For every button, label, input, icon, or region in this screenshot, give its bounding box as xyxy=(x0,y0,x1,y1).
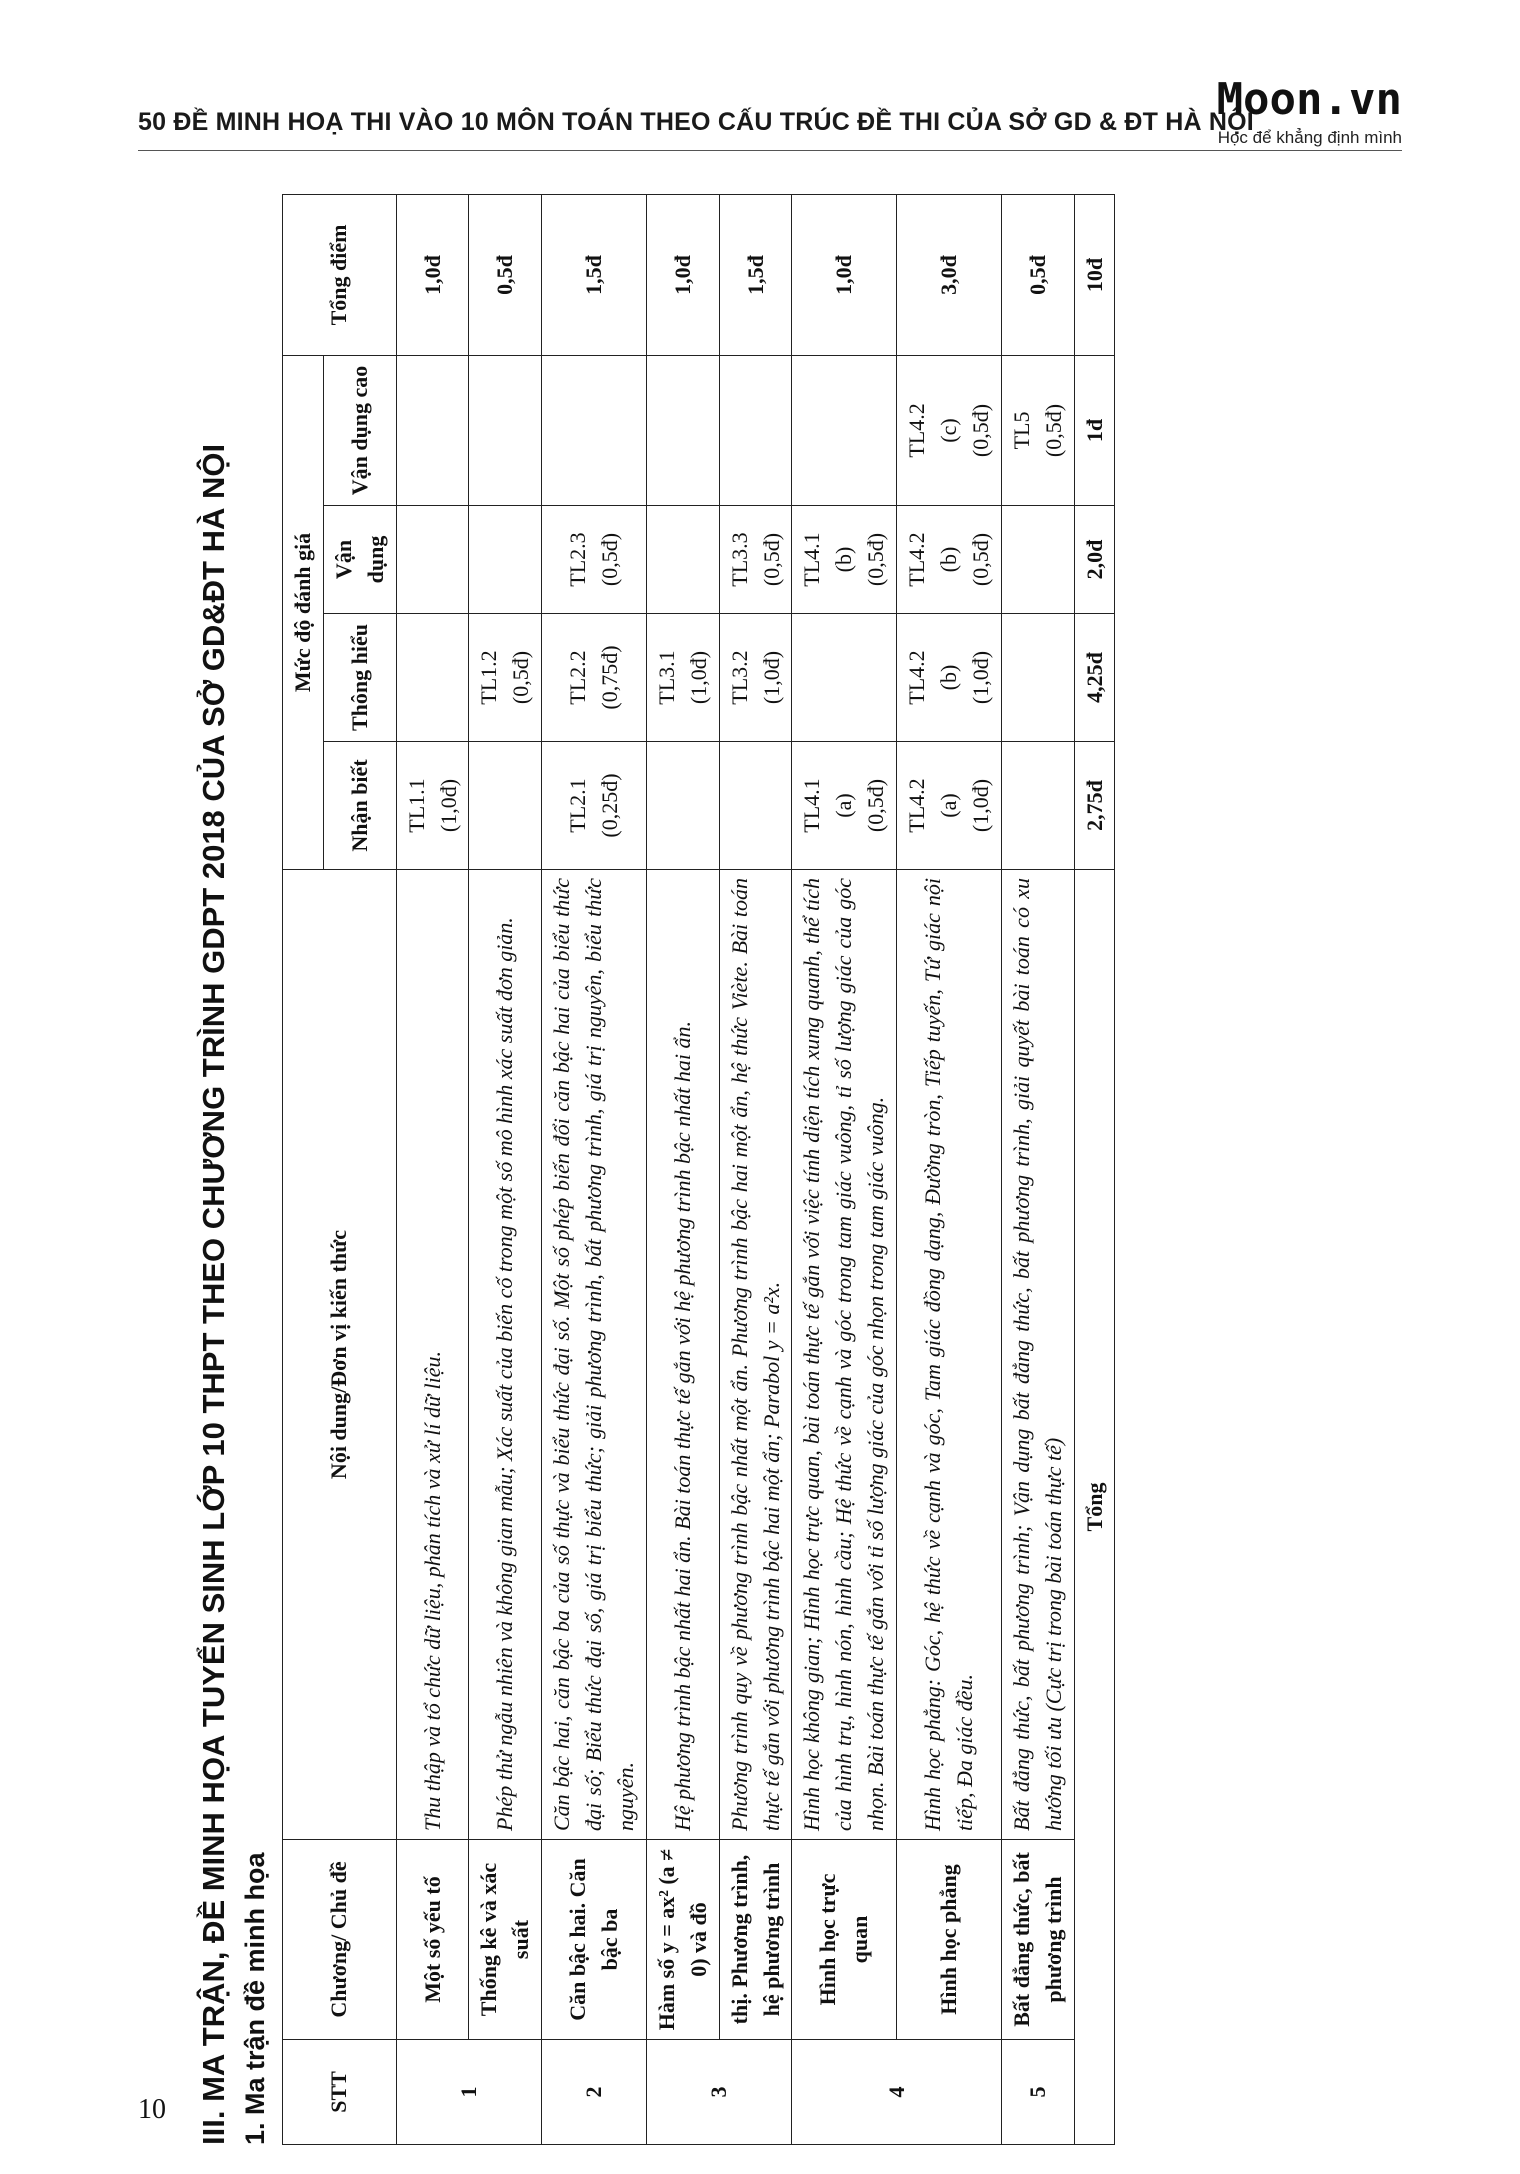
level-cell-line: TL4.2 xyxy=(904,532,930,587)
topic-cell: Hàm số y = ax² (a ≠ 0) và đồ xyxy=(646,1840,719,2040)
level-cell-line: (0,5đ) xyxy=(1040,403,1066,458)
rotated-content xyxy=(196,195,1520,2145)
table-row xyxy=(646,194,719,2144)
level-cell-line: TL1.1 xyxy=(403,778,429,833)
apply-cell xyxy=(542,506,647,614)
level-cell-line: (1,0đ) xyxy=(758,650,784,705)
level-cell-line: (a) xyxy=(831,793,857,818)
level-cell-line: (0,75đ) xyxy=(597,645,623,710)
level-cell-line: (1,0đ) xyxy=(685,650,711,705)
apply-cell xyxy=(396,506,469,614)
content-cell: Bất đẳng thức, bất phương trình; Vận dụng bất đẳng thức, bất phương trình, giải quyết bài toán có xu hướng tối ưu (Cực trị trong bài toán thực tế) xyxy=(1001,870,1074,1840)
level-cell-line: TL4.2 xyxy=(904,650,930,705)
totals-apply: 2,0đ xyxy=(1074,506,1115,614)
total-cell: 0,5đ xyxy=(1001,194,1074,355)
level-cell-line: (0,5đ) xyxy=(863,532,889,587)
stt-cell: 2 xyxy=(542,2040,647,2145)
advanced-cell xyxy=(396,355,469,505)
recognize-cell xyxy=(469,742,542,870)
header-topic: Chương/ Chủ đề xyxy=(283,1840,397,2040)
content-cell: Hệ phương trình bậc nhất hai ẩn. Bài toán thực tế gắn với hệ phương trình bậc nhất hai ẩn. xyxy=(646,870,719,1840)
topic-cell: Căn bậc hai. Căn bậc ba xyxy=(542,1840,647,2040)
total-cell: 1,0đ xyxy=(396,194,469,355)
recognize-cell xyxy=(792,742,897,870)
recognize-cell xyxy=(1001,742,1074,870)
level-cell-line: TL4.2 xyxy=(904,778,930,833)
level-cell-line: (0,5đ) xyxy=(597,532,623,587)
header-row xyxy=(283,194,324,2144)
header-content: Nội dung/Đơn vị kiến thức xyxy=(283,870,397,1840)
recognize-cell xyxy=(646,742,719,870)
totals-advanced: 1đ xyxy=(1074,355,1115,505)
level-cell-line: TL3.3 xyxy=(726,532,752,587)
header-apply: Vận dụng xyxy=(323,506,396,614)
header-understand: Thông hiểu xyxy=(323,614,396,742)
advanced-cell xyxy=(719,355,792,505)
understand-cell xyxy=(646,614,719,742)
totals-understand: 4,25đ xyxy=(1074,614,1115,742)
topic-cell: Một số yếu tố xyxy=(396,1840,469,2040)
level-cell-line: (b) xyxy=(936,546,962,573)
total-cell: 1,5đ xyxy=(719,194,792,355)
level-cell-line: (1,0đ) xyxy=(967,778,993,833)
understand-cell xyxy=(719,614,792,742)
understand-cell xyxy=(542,614,647,742)
matrix-table xyxy=(282,194,1115,2145)
level-cell-line: (b) xyxy=(936,664,962,691)
level-cell-line: (a) xyxy=(936,793,962,818)
total-cell: 1,0đ xyxy=(792,194,897,355)
content-cell: Căn bậc hai, căn bậc ba của số thực và biểu thức đại số. Một số phép biến đổi căn bậc hai của biểu thức đại số; Biểu thức đại số, giá trị biểu thức; giải phương trình, bất phương trình, giá trị nguyên, biểu thức nguyên. xyxy=(542,870,647,1840)
level-cell-line: (0,5đ) xyxy=(863,778,889,833)
level-cell-line: (0,5đ) xyxy=(758,532,784,587)
recognize-cell xyxy=(396,742,469,870)
understand-cell xyxy=(1001,614,1074,742)
content-cell: Thu thập và tổ chức dữ liệu, phân tích và xử lí dữ liệu. xyxy=(396,870,469,1840)
content-cell: Hình học phẳng: Góc, hệ thức về cạnh và góc, Tam giác đồng dạng, Đường tròn, Tiếp tuyến, Tứ giác nội tiếp, Đa giác đều. xyxy=(897,870,1002,1840)
level-cell-line: (0,25đ) xyxy=(597,773,623,838)
content-cell: Hình học không gian; Hình học trực quan, bài toán thực tế gắn với việc tính diện tích xung quanh, thể tích của hình trụ, hình nón, hình cầu; Hệ thức về cạnh và góc trong tam giác vuông, tỉ số lượng giác của góc nhọn. Bài toán thực tế gắn với tỉ số lượng giác của góc nhọn trong tam giác vuông. xyxy=(792,870,897,1840)
level-cell-line: TL3.2 xyxy=(726,650,752,705)
stt-cell: 3 xyxy=(646,2040,792,2145)
level-cell-line: TL2.2 xyxy=(565,650,591,705)
level-cell-line: (0,5đ) xyxy=(967,532,993,587)
level-cell-line: TL4.1 xyxy=(799,778,825,833)
level-cell-line: (1,0đ) xyxy=(967,650,993,705)
header-recognize: Nhận biết xyxy=(323,742,396,870)
level-cell-line: (0,5đ) xyxy=(967,403,993,458)
table-row xyxy=(792,194,897,2144)
level-cell-line: TL4.2 xyxy=(904,403,930,458)
header-advanced: Vận dụng cao xyxy=(323,355,396,505)
level-cell-line: TL4.1 xyxy=(799,532,825,587)
advanced-cell xyxy=(1001,355,1074,505)
page-number: 10 xyxy=(138,2094,166,2125)
apply-cell xyxy=(646,506,719,614)
advanced-cell xyxy=(792,355,897,505)
content-cell: Phương trình quy về phương trình bậc nhất một ẩn. Phương trình bậc hai một ẩn, hệ thức Viète. Bài toán thực tế gắn với phương trình bậc hai một ẩn; Parabol y = a²x. xyxy=(719,870,792,1840)
apply-cell xyxy=(469,506,542,614)
recognize-cell xyxy=(897,742,1002,870)
level-cell-line: (b) xyxy=(831,546,857,573)
understand-cell xyxy=(469,614,542,742)
recognize-cell xyxy=(719,742,792,870)
sub-heading: 1. Ma trận đề minh họa xyxy=(240,1852,270,2145)
totals-row xyxy=(1074,194,1115,2144)
advanced-cell xyxy=(542,355,647,505)
brand-tagline: Học để khẳng định mình xyxy=(1217,128,1402,147)
totals-label: Tổng xyxy=(1074,870,1115,2145)
brand-name: Moon.vn xyxy=(1216,74,1402,125)
apply-cell xyxy=(1001,506,1074,614)
totals-recognize: 2,75đ xyxy=(1074,742,1115,870)
content-cell: Phép thử ngẫu nhiên và không gian mẫu; Xác suất của biến cố trong một số mô hình xác suất đơn giản. xyxy=(469,870,542,1840)
topic-cell: Hình học phẳng xyxy=(897,1840,1002,2040)
stt-cell: 4 xyxy=(792,2040,1001,2145)
total-cell: 1,5đ xyxy=(542,194,647,355)
apply-cell xyxy=(792,506,897,614)
level-cell-line: TL2.1 xyxy=(565,778,591,833)
recognize-cell xyxy=(542,742,647,870)
level-cell-line: TL1.2 xyxy=(476,650,502,705)
total-cell: 3,0đ xyxy=(897,194,1002,355)
understand-cell xyxy=(792,614,897,742)
topic-cell: thị. Phương trình, hệ phương trình xyxy=(719,1840,792,2040)
level-cell-line: (0,5đ) xyxy=(508,650,534,705)
total-cell: 0,5đ xyxy=(469,194,542,355)
brand-logo xyxy=(1216,74,1402,148)
topic-cell: Thống kê và xác suất xyxy=(469,1840,542,2040)
header-total: Tổng điểm xyxy=(283,194,397,355)
running-title: 50 ĐỀ MINH HOẠ THI VÀO 10 MÔN TOÁN THEO CẤU TRÚC ĐỀ THI CỦA SỞ GD & ĐT HÀ NỘI xyxy=(138,108,1254,136)
table-row xyxy=(469,194,542,2144)
header-levels-group: Mức độ đánh giá xyxy=(283,355,324,869)
level-cell-line: (1,0đ) xyxy=(435,778,461,833)
understand-cell xyxy=(396,614,469,742)
total-cell: 1,0đ xyxy=(646,194,719,355)
topic-cell: Hình học trực quan xyxy=(792,1840,897,2040)
section-heading: III. MA TRẬN, ĐỀ MINH HỌA TUYỂN SINH LỚP 10 THPT THEO CHƯƠNG TRÌNH GDPT 2018 CỦA SỞ GD&ĐT HÀ NỘI xyxy=(196,443,231,2145)
table-row xyxy=(1001,194,1074,2144)
stt-cell: 5 xyxy=(1001,2040,1074,2145)
table-row xyxy=(719,194,792,2144)
header-stt: STT xyxy=(283,2040,397,2145)
matrix-body xyxy=(396,194,1115,2144)
apply-cell xyxy=(719,506,792,614)
level-cell-line: (c) xyxy=(936,418,962,443)
topic-cell: Bất đẳng thức, bất phương trình xyxy=(1001,1840,1074,2040)
table-row xyxy=(396,194,469,2144)
understand-cell xyxy=(897,614,1002,742)
apply-cell xyxy=(897,506,1002,614)
header-rule xyxy=(138,150,1402,151)
table-row xyxy=(542,194,647,2144)
totals-grand: 10đ xyxy=(1074,194,1115,355)
advanced-cell xyxy=(897,355,1002,505)
level-cell-line: TL3.1 xyxy=(653,650,679,705)
table-row xyxy=(897,194,1002,2144)
advanced-cell xyxy=(469,355,542,505)
stt-cell: 1 xyxy=(396,2040,542,2145)
level-cell-line: TL2.3 xyxy=(565,532,591,587)
level-cell-line: TL5 xyxy=(1008,411,1034,450)
advanced-cell xyxy=(646,355,719,505)
